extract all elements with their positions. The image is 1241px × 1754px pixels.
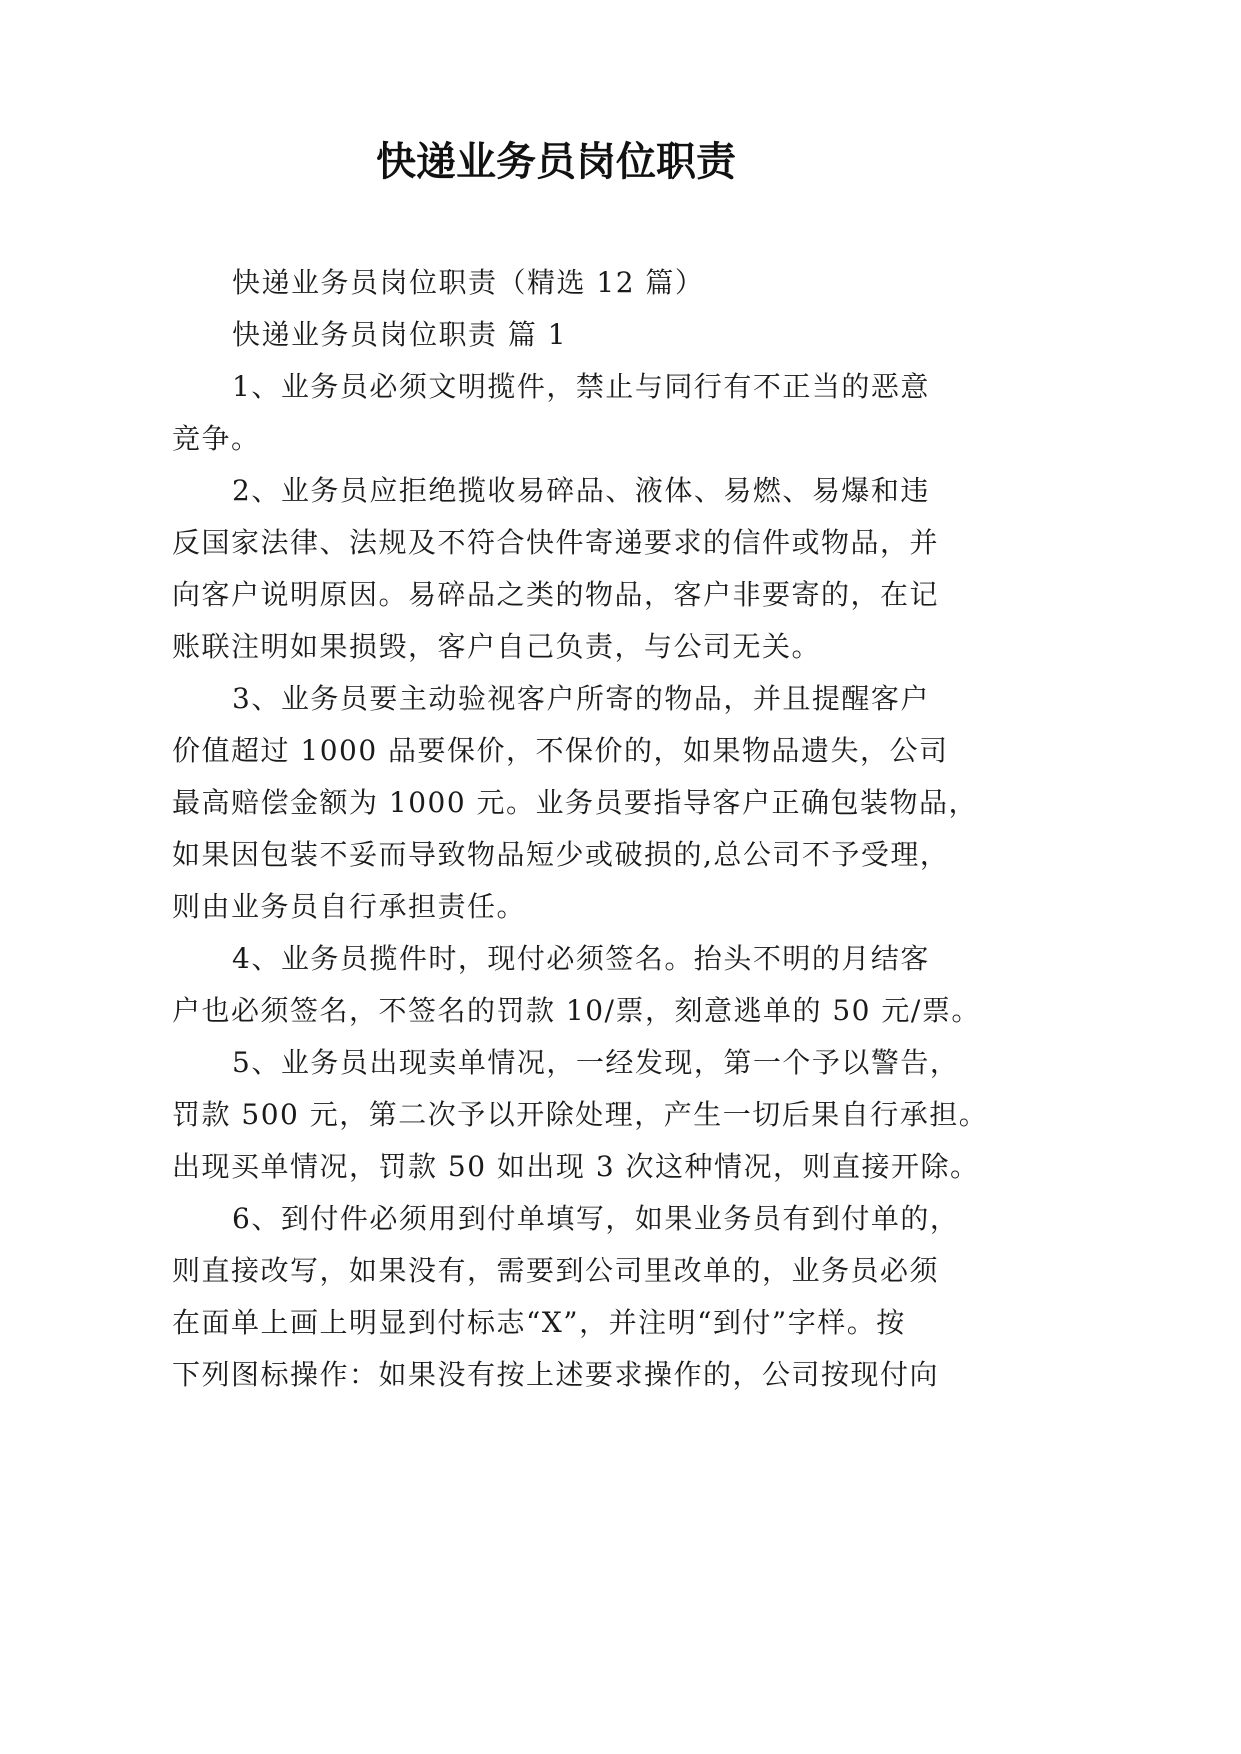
paragraph-item-5 (172, 1037, 1072, 1193)
paragraph-line: 如果因包装不妥而导致物品短少或破损的,总公司不予受理， (172, 838, 950, 871)
paragraph-item-1 (172, 361, 1072, 465)
paragraph-item-2 (172, 465, 1072, 673)
paragraph-line: 最高赔偿金额为 1000 元。业务员要指导客户正确包装物品， (172, 786, 979, 819)
paragraph-line: 向客户说明原因。易碎品之类的物品，客户非要寄的，在记 (172, 578, 940, 611)
paragraph-line: 6、到付件必须用到付单填写，如果业务员有到付单的， (232, 1202, 960, 1235)
document-body (172, 257, 1072, 1401)
paragraph-item-6 (172, 1193, 1072, 1401)
paragraph-subheading (172, 309, 1072, 361)
paragraph-line: 竞争。 (172, 422, 261, 455)
paragraph-line: 出现买单情况，罚款 50 如出现 3 次这种情况，则直接开除。 (172, 1150, 980, 1183)
paragraph-line: 快递业务员岗位职责 篇 1 (232, 318, 568, 351)
paragraph-line: 快递业务员岗位职责（精选 12 篇） (232, 266, 705, 299)
paragraph-line: 价值超过 1000 品要保价，不保价的，如果物品遗失，公司 (172, 734, 949, 767)
paragraph-line: 3、业务员要主动验视客户所寄的物品，并且提醒客户 (232, 682, 930, 715)
paragraph-line: 则由业务员自行承担责任。 (172, 890, 527, 923)
paragraph-item-4 (172, 933, 1072, 1037)
paragraph-line: 在面单上画上明显到付标志“X”，并注明“到付”字样。按 (172, 1306, 906, 1339)
paragraph-line: 下列图标操作：如果没有按上述要求操作的，公司按现付向 (172, 1358, 940, 1391)
paragraph-line: 4、业务员揽件时，现付必须签名。抬头不明的月结客 (232, 942, 930, 975)
paragraph-line: 则直接改写，如果没有，需要到公司里改单的，业务员必须 (172, 1254, 940, 1287)
paragraph-line: 反国家法律、法规及不符合快件寄递要求的信件或物品，并 (172, 526, 940, 559)
paragraph-heading (172, 257, 1072, 309)
paragraph-line: 2、业务员应拒绝揽收易碎品、液体、易燃、易爆和违 (232, 474, 930, 507)
document-title: 快递业务员岗位职责 (376, 138, 736, 185)
paragraph-item-3 (172, 673, 1072, 933)
paragraph-line: 罚款 500 元，第二次予以开除处理，产生一切后果自行承担。 (172, 1098, 989, 1131)
paragraph-line: 1、业务员必须文明揽件，禁止与同行有不正当的恶意 (232, 370, 930, 403)
paragraph-line: 户也必须签名，不签名的罚款 10/票，刻意逃单的 50 元/票。 (172, 994, 981, 1027)
paragraph-line: 5、业务员出现卖单情况，一经发现，第一个予以警告， (232, 1046, 960, 1079)
paragraph-line: 账联注明如果损毁，客户自己负责，与公司无关。 (172, 630, 822, 663)
